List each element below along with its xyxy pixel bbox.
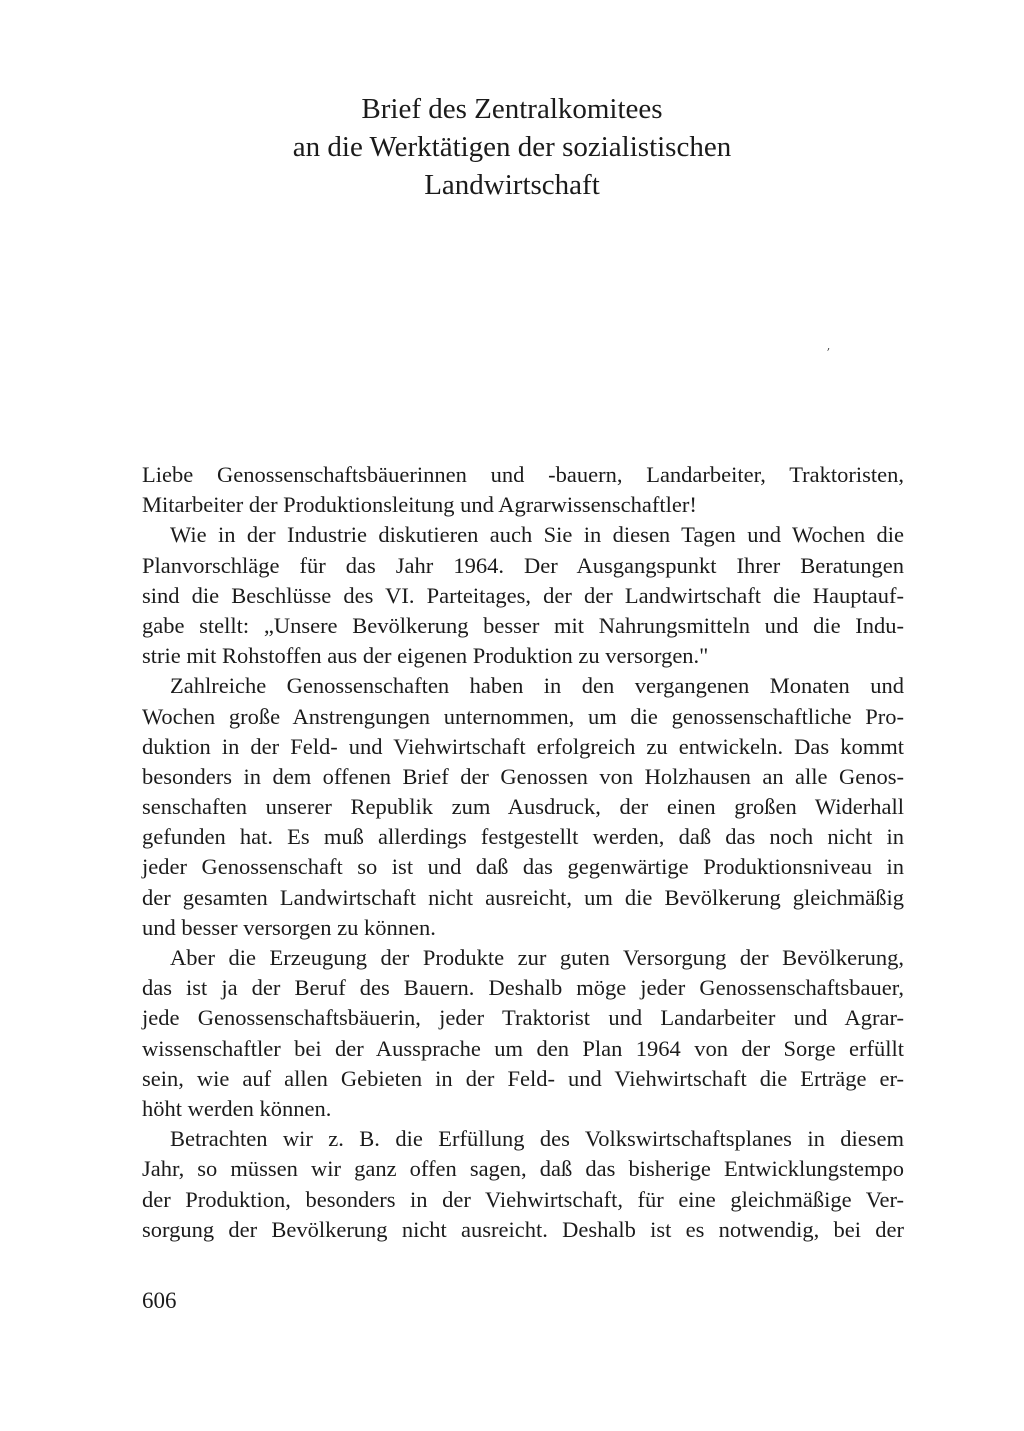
text-line: senschaften unserer Republik zum Ausdruck, der einen großen Widerhall [142,794,904,820]
text-line: sorgung der Bevölkerung nicht ausreicht. Deshalb ist es notwendig, bei der [142,1216,904,1242]
text-line: sind die Beschlüsse des VI. Parteitages, der der Landwirtschaft die Hauptauf- [142,582,904,608]
text-line: höht werden können. [142,1095,332,1121]
text-line: der Produktion, besonders in der Viehwirtschaft, für eine gleichmäßige Ver- [142,1186,904,1212]
text-line: besonders in dem offenen Brief der Genossen von Holzhausen an alle Genos- [142,763,904,789]
text-line: Wie in der Industrie diskutieren auch Sie in diesen Tagen und Wochen die [170,522,904,548]
text-line: jede Genossenschaftsbäuerin, jeder Traktorist und Landarbeiter und Agrar- [142,1005,904,1031]
text-line: strie mit Rohstoffen aus der eigenen Produktion zu versorgen." [142,643,709,669]
text-line: der gesamten Landwirtschaft nicht ausreicht, um die Bevölkerung gleichmäßig [142,884,904,910]
letter-body [142,460,904,1245]
text-line: Aber die Erzeugung der Produkte zur guten Versorgung der Bevölkerung, [170,945,904,970]
text-line: jeder Genossenschaft so ist und daß das gegenwärtige Produktionsniveau in [142,854,904,880]
stray-mark: ʼ [826,346,830,360]
page-number: 606 [142,1288,177,1313]
text-line: duktion in der Feld- und Viehwirtschaft erfolgreich zu entwickeln. Das kommt [142,733,904,759]
title-line-3: Landwirtschaft [424,169,600,201]
title-line-1: Brief des Zentralkomitees [361,93,663,125]
text-line: wissenschaftler bei der Aussprache um den Plan 1964 von der Sorge erfüllt [142,1035,904,1061]
text-line: Planvorschläge für das Jahr 1964. Der Ausgangspunkt Ihrer Beratungen [142,552,904,578]
title-line-2: an die Werktätigen der sozialistischen [292,131,732,163]
text-line: Jahr, so müssen wir ganz offen sagen, daß das bisherige Entwicklungstempo [142,1156,904,1182]
text-line: Mitarbeiter der Produktionsleitung und Agrarwissenschaftler! [142,492,697,518]
text-line: Betrachten wir z. B. die Erfüllung des Volkswirtschaftsplanes in diesem [170,1126,904,1152]
text-line: Liebe Genossenschaftsbäuerinnen und -bauern, Landarbeiter, Traktoristen, [142,462,904,487]
page-title [0,90,1024,204]
text-line: und besser versorgen zu können. [142,914,436,940]
text-line: gefunden hat. Es muß allerdings festgestellt werden, daß das noch nicht in [142,824,904,850]
text-line: das ist ja der Beruf des Bauern. Deshalb möge jeder Genossenschaftsbauer, [142,975,904,1001]
text-line: Zahlreiche Genossenschaften haben in den vergangenen Monaten und [170,673,904,699]
text-line: Wochen große Anstrengungen unternommen, um die genossenschaftliche Pro- [142,703,904,729]
text-line: sein, wie auf allen Gebieten in der Feld- und Viehwirtschaft die Erträge er- [142,1065,904,1091]
text-line: gabe stellt: „Unsere Bevölkerung besser mit Nahrungsmitteln und die Indu- [142,612,904,638]
